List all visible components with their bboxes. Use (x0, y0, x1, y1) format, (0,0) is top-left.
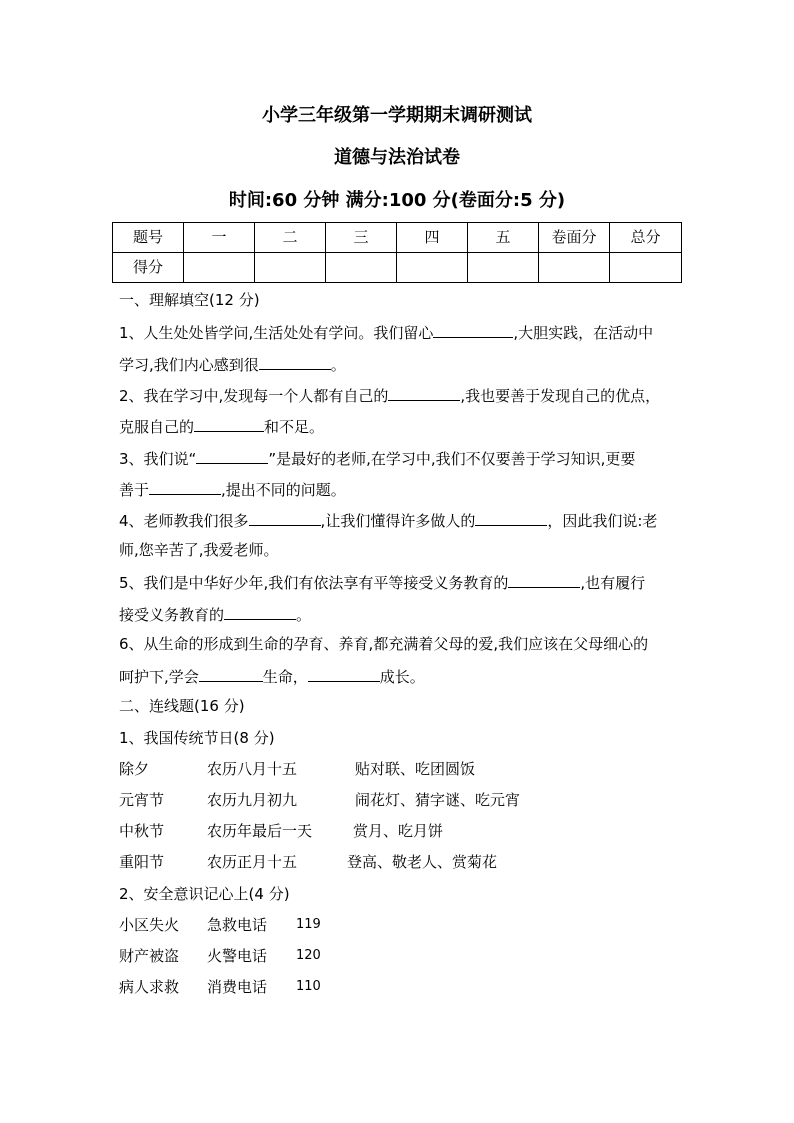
row-label: 得分 (113, 253, 184, 283)
situation[interactable]: 小区失火 (119, 916, 180, 934)
festival-custom[interactable]: 赏月、吃月饼 (353, 822, 444, 840)
phone-number[interactable]: 119 (296, 917, 321, 932)
section2-heading: 二、连线题(16 分) (119, 697, 245, 715)
question-line: 6、从生命的形成到生命的孕育、养育,都充满着父母的爱,我们应该在父母细心的 (119, 635, 649, 653)
question-line: 呵护下,学会 生命， 成长。 (119, 664, 425, 688)
question-line: 接受义务教育的 。 (119, 602, 311, 626)
score-cell[interactable] (326, 253, 397, 283)
festival-date[interactable]: 农历八月十五 (207, 760, 298, 778)
header-cell: 四 (397, 223, 468, 253)
question-line: 善于 ,提出不同的问题。 (119, 477, 346, 501)
question-line: 2、我在学习中,发现每一个人都有自己的 ,我也要善于发现自己的优点， (119, 383, 660, 407)
festival-date[interactable]: 农历九月初九 (207, 791, 298, 809)
answer-blank[interactable] (508, 570, 580, 588)
part2-heading: 2、安全意识记心上(4 分) (119, 885, 290, 903)
answer-blank[interactable] (196, 446, 268, 464)
festival-name[interactable]: 重阳节 (119, 853, 165, 871)
situation[interactable]: 病人求救 (119, 978, 180, 996)
festival-custom[interactable]: 贴对联、吃团圆饭 (355, 760, 476, 778)
phone-type[interactable]: 火警电话 (207, 947, 268, 965)
score-cell[interactable] (184, 253, 255, 283)
answer-blank[interactable] (149, 477, 221, 495)
question-line: 克服自己的 和不足。 (119, 414, 324, 438)
phone-type[interactable]: 消费电话 (207, 978, 268, 996)
question-line: 5、我们是中华好少年,我们有依法享有平等接受义务教育的 ,也有履行 (119, 570, 645, 594)
header-cell: 总分 (610, 223, 682, 253)
exam-subtitle: 道德与法治试卷 (334, 147, 460, 168)
phone-type[interactable]: 急救电话 (207, 916, 268, 934)
question-line: 师,您辛苦了,我爱老师。 (119, 541, 279, 559)
phone-number[interactable]: 110 (296, 979, 321, 994)
festival-custom[interactable]: 闹花灯、猜字谜、吃元宵 (355, 791, 521, 809)
header-cell: 卷面分 (539, 223, 610, 253)
festival-date[interactable]: 农历年最后一天 (207, 822, 313, 840)
festival-custom[interactable]: 登高、敬老人、赏菊花 (347, 853, 498, 871)
header-cell: 题号 (113, 223, 184, 253)
exam-meta: 时间:60 分钟 满分:100 分(卷面分:5 分) (228, 190, 566, 211)
answer-blank[interactable] (433, 320, 513, 338)
question-line: 3、我们说“ ”是最好的老师,在学习中,我们不仅要善于学习知识,更要 (119, 446, 635, 470)
situation[interactable]: 财产被盗 (119, 947, 180, 965)
answer-blank[interactable] (194, 414, 264, 432)
score-cell[interactable] (539, 253, 610, 283)
score-cell[interactable] (610, 253, 682, 283)
phone-number[interactable]: 120 (296, 948, 321, 963)
answer-blank[interactable] (259, 352, 331, 370)
question-line: 学习,我们内心感到很 。 (119, 352, 346, 376)
answer-blank[interactable] (199, 664, 263, 682)
festival-name[interactable]: 元宵节 (119, 791, 165, 809)
question-line: 1、人生处处皆学问,生活处处有学问。我们留心 ,大胆实践，在活动中 (119, 320, 653, 344)
answer-blank[interactable] (249, 508, 321, 526)
exam-title: 小学三年级第一学期期末调研测试 (262, 105, 532, 126)
answer-blank[interactable] (224, 602, 296, 620)
header-cell: 一 (184, 223, 255, 253)
answer-blank[interactable] (475, 508, 547, 526)
header-cell: 三 (326, 223, 397, 253)
score-table-score-row (113, 253, 682, 283)
question-line: 4、老师教我们很多 ,让我们懂得许多做人的 ，因此我们说:老 (119, 508, 657, 532)
score-cell[interactable] (468, 253, 539, 283)
header-cell: 二 (255, 223, 326, 253)
score-table-header-row (113, 223, 682, 253)
festival-name[interactable]: 中秋节 (119, 822, 165, 840)
score-table (112, 222, 682, 283)
section1-heading: 一、理解填空(12 分) (119, 291, 260, 309)
header-cell: 五 (468, 223, 539, 253)
score-cell[interactable] (255, 253, 326, 283)
answer-blank[interactable] (388, 383, 460, 401)
score-cell[interactable] (397, 253, 468, 283)
part1-heading: 1、我国传统节日(8 分) (119, 729, 275, 747)
answer-blank[interactable] (308, 664, 380, 682)
festival-date[interactable]: 农历正月十五 (207, 853, 298, 871)
festival-name[interactable]: 除夕 (119, 760, 150, 778)
